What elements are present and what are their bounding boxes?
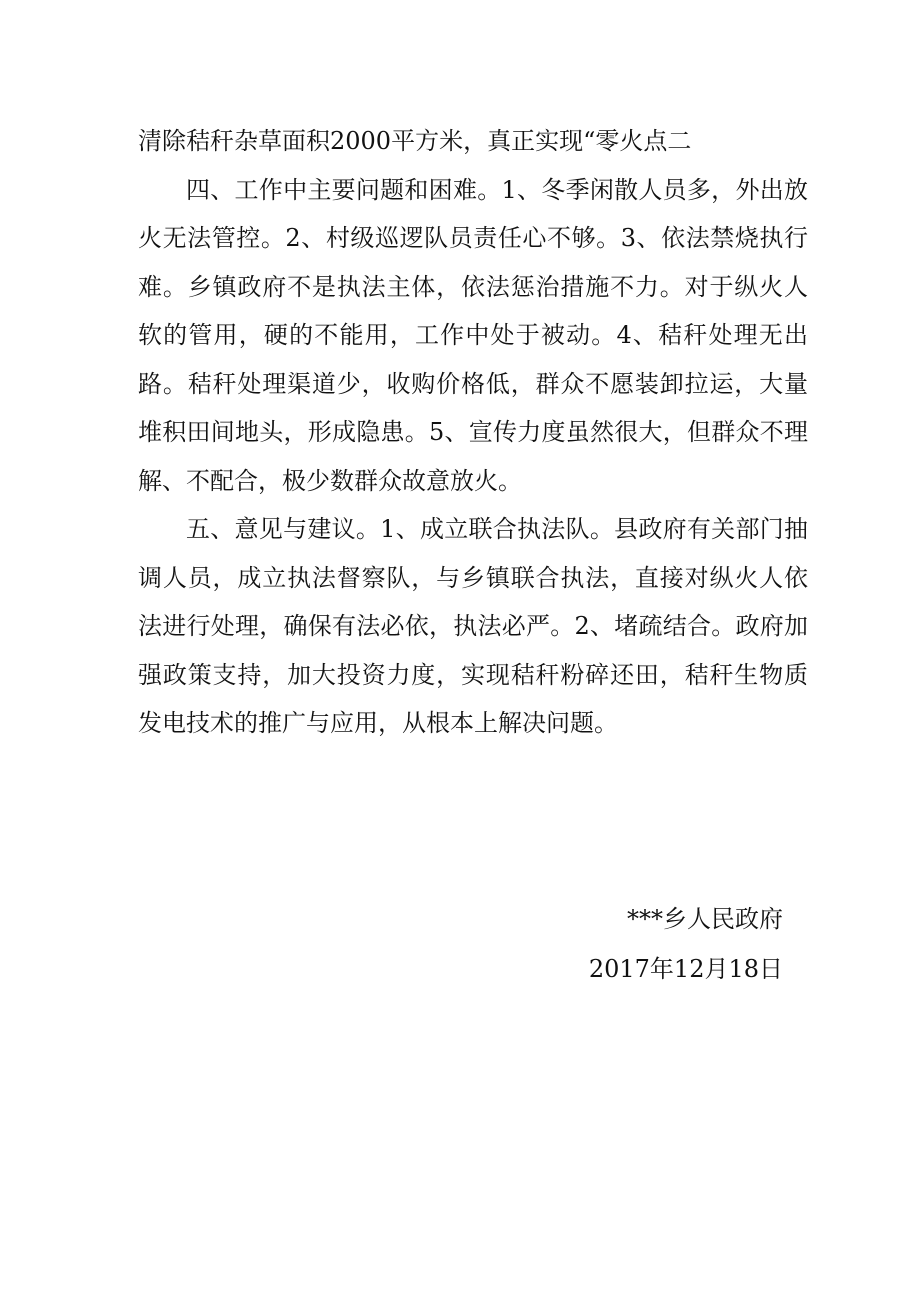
document-body <box>138 117 808 748</box>
paragraph-problems: 四、工作中主要问题和困难。1、冬季闲散人员多，外出放火无法管控。2、村级巡逻队员责任心不够。3、依法禁烧执行难。乡镇政府不是执法主体，依法惩治措施不力。对于纵火人软的管用，硬的不能用，工作中处于被动。4、秸秆处理无出路。秸秆处理渠道少，收购价格低，群众不愿装卸拉运，大量堆积田间地头，形成隐患。5、宣传力度虽然很大，但群众不理解、不配合，极少数群众故意放火。 <box>138 175 808 495</box>
signature-organization: ***乡人民政府 <box>627 905 783 933</box>
signature-date: 2017年12月18日 <box>588 955 783 983</box>
paragraph-suggestions: 五、意见与建议。1、成立联合执法队。县政府有关部门抽调人员，成立执法督察队，与乡镇联合执法，直接对纵火人依法进行处理，确保有法必依，执法必严。2、堵疏结合。政府加强政策支持，加大投资力度，实现秸秆粉碎还田，秸秆生物质发电技术的推广与应用，从根本上解决问题。 <box>138 515 808 737</box>
paragraph-continuation: 清除秸秆杂草面积2000平方米，真正实现“零火点二 <box>138 127 692 155</box>
signature-block <box>589 895 783 993</box>
